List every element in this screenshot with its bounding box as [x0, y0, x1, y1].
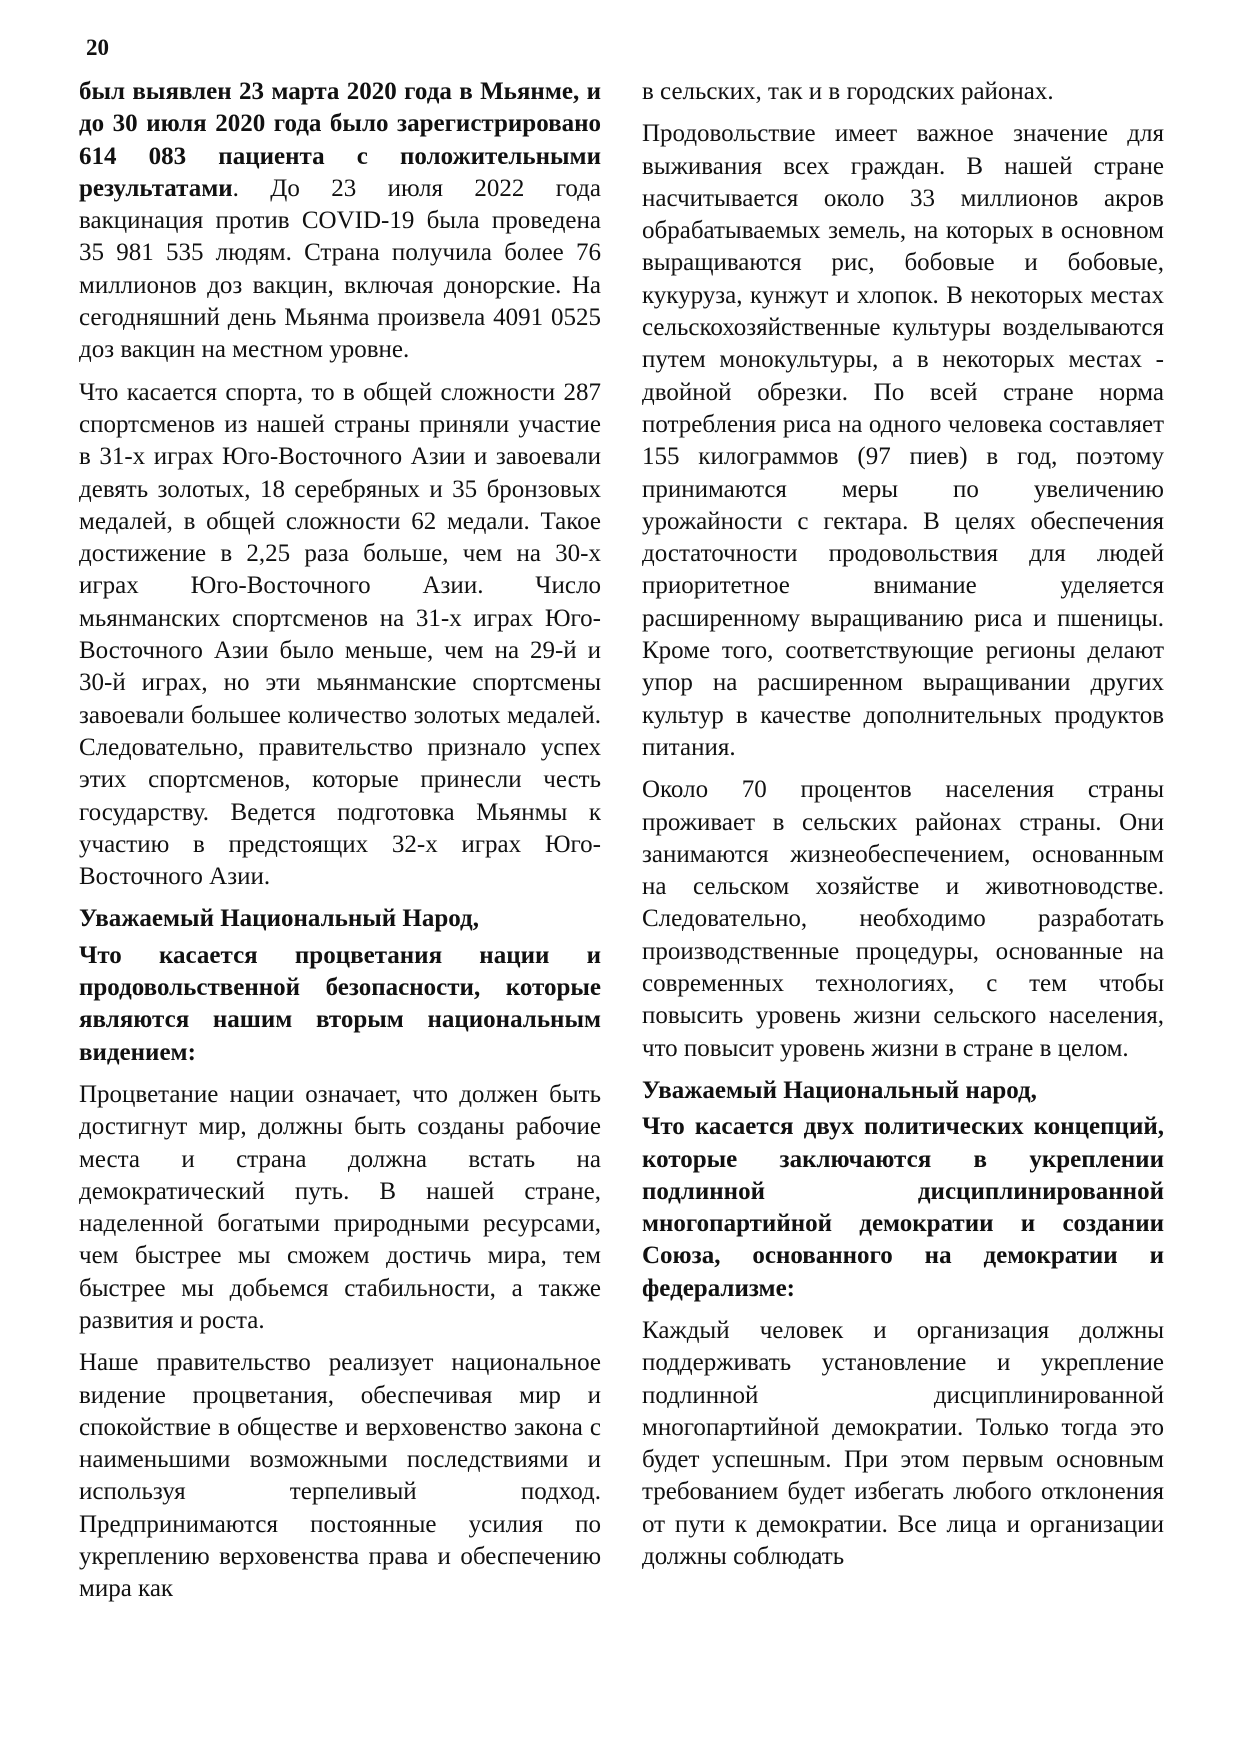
food-paragraph: Продовольствие имеет важное значение для выживания всех граждан. В нашей стране насчитывается около 33 миллионов акров обрабатываемых земель, на которых в основном выращиваются рис, бобовые и бобовые, кукуруза, кунжут и хлопок. В некоторых местах сельскохозяйственные культуры возделываются путем монокультуры, а в некоторых местах - двойной обрезки. По всей стране норма потребления риса на одного человека составляет 155 килограммов (97 пиев) в год, поэтому принимаются меры по увеличению урожайности с гектара. В целях обеспечения достаточности продовольствия для людей приоритетное внимание уделяется расширенному выращиванию риса и пшеницы. Кроме того, соответствующие регионы делают упор на расширенном выращивании других культур в качестве дополнительных продуктов питания.	[642, 120, 1164, 761]
address-heading-1: Уважаемый Национальный Народ,	[79, 905, 479, 933]
page-number: 20	[86, 35, 109, 60]
democracy-heading: Что касается двух политических концепций, которые заключаются в укреплении подлинной дисциплинированной многопартийной демократии и создании Союза, основанного на демократии и федерализме:	[642, 1113, 1164, 1302]
rural-paragraph: Около 70 процентов населения страны проживает в сельских районах страны. Они занимаются жизнеобеспечением, основанным на сельском хозяйстве и животноводстве. Следовательно, необходимо разработать производственные процедуры, основанные на современных технологиях, с тем чтобы повысить уровень жизни сельского населения, что повысит уровень жизни в стране в целом.	[642, 776, 1164, 1062]
covid-bold-text: был выявлен 23 марта 2020 года в Мьянме, и до 30 июля 2020 года было зарегистрировано 614 083 пациента с положительными результатами	[79, 78, 601, 202]
sports-paragraph: Что касается спорта, то в общей сложности 287 спортсменов из нашей страны приняли участие в 31-х играх Юго-Восточного Азии и завоевали девять золотых, 18 серебряных и 35 бронзовых медалей, в общей сложности 62 медали. Такое достижение в 2,25 раза больше, чем на 30-х играх Юго-Восточного Азии. Число мьянманских спортсменов на 31-х играх Юго-Восточного Азии было меньше, чем на 29-й и 30-й играх, но эти мьянманские спортсмены завоевали большее количество золотых медалей. Следовательно, правительство признало успех этих спортсменов, которые принесли честь государству. Ведется подготовка Мьянмы к участию в предстоящих 32-х играх Юго-Восточного Азии.	[79, 378, 601, 891]
prosperity-heading: Что касается процветания нации и продовольственной безопасности, которые являются нашим вторым национальным видением:	[79, 941, 601, 1066]
left-column	[79, 76, 601, 1616]
democracy-paragraph: Каждый человек и организация должны поддерживать установление и укрепление подлинной дисциплинированной многопартийной демократии. Только тогда это будет успешным. При этом первым основным требованием будет избегать любого отклонения от пути к демократии. Все лица и организации должны соблюдать	[642, 1316, 1164, 1571]
continuation-paragraph: в сельских, так и в городских районах.	[642, 78, 1054, 105]
covid-text: . До 23 июля 2022 года вакцинация против COVID-19 была проведена 35 981 535 людям. Страна получила более 76 миллионов доз вакцин, включая донорские. На сегодняшний день Мьянма произвела 4091 0525 доз вакцин на местном уровне.	[79, 174, 601, 364]
right-column	[642, 76, 1164, 1583]
address-heading-2: Уважаемый Национальный народ,	[642, 1076, 1037, 1104]
prosperity-paragraph: Процветание нации означает, что должен быть достигнут мир, должны быть созданы рабочие места и страна должна встать на демократический путь. В нашей стране, наделенной богатыми природными ресурсами, чем быстрее мы сможем достичь мира, тем быстрее мы добьемся стабильности, а также развития и роста.	[79, 1080, 601, 1334]
government-paragraph: Наше правительство реализует национальное видение процветания, обеспечивая мир и спокойствие в обществе и верховенство закона с наименьшими возможными последствиями и используя терпеливый подход. Предпринимаются постоянные усилия по укреплению верховенства права и обеспечению мира как	[79, 1349, 601, 1603]
covid-paragraph	[79, 76, 601, 367]
